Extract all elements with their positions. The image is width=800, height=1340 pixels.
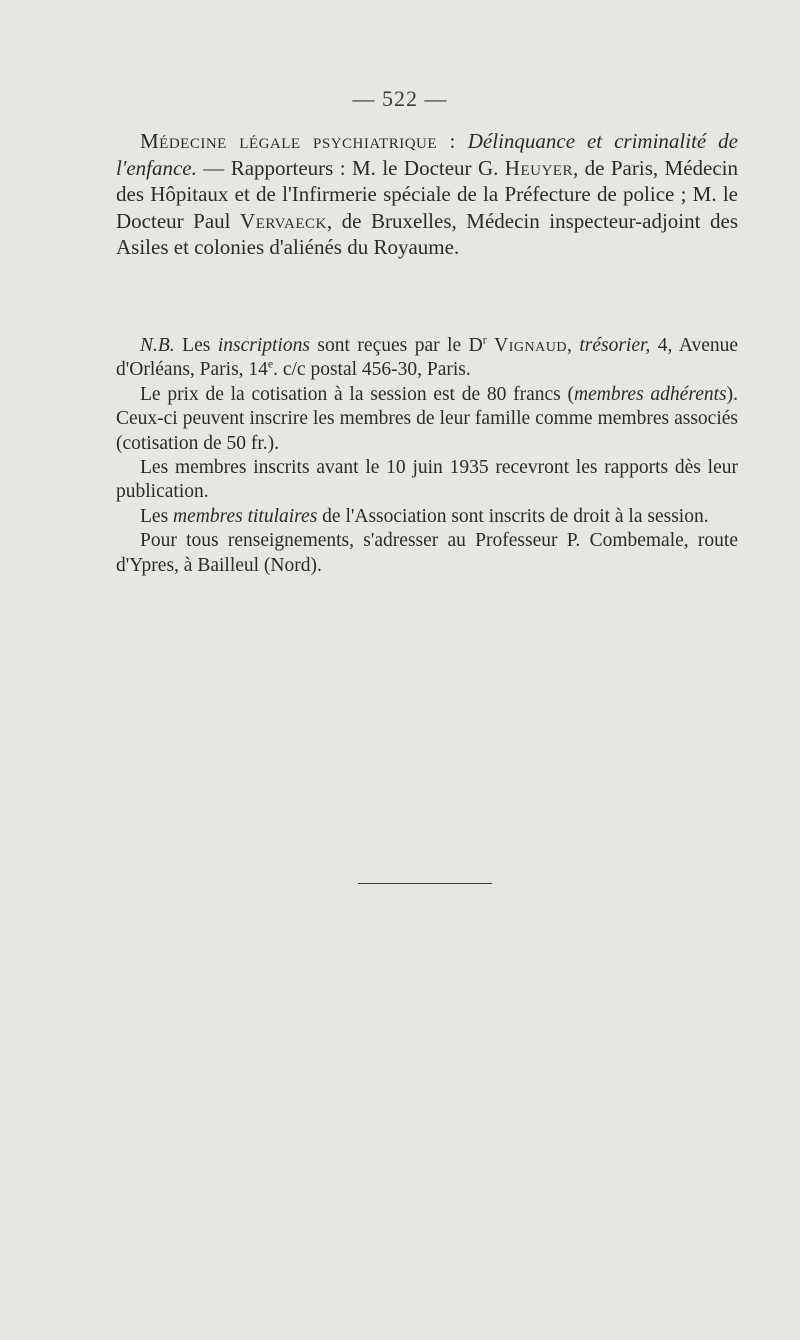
titulaires-text: Les — [140, 505, 174, 527]
inscriptions-word: inscriptions — [217, 335, 310, 356]
nb-text: 4, Avenue d'Orléans, Paris, 14 — [116, 335, 739, 381]
section-heading: Médecine légale psychiatrique : — [140, 129, 456, 153]
nb-text: . c/c postal 456-30, Paris. — [273, 359, 471, 381]
section-medecine-legale — [116, 128, 738, 261]
name-vervaeck: Vervaeck — [240, 208, 327, 233]
inscrits-paragraph: Les membres inscrits avant le 10 juin 1935 recevront les rapports dès leur publication. — [116, 457, 738, 503]
superscript-e: e — [267, 357, 274, 371]
membres-titulaires: membres titulaires — [173, 505, 318, 527]
titulaires-text: de l'Association sont inscrits de droit à la session. — [317, 505, 709, 527]
nb-text: , — [566, 335, 580, 356]
superscript-r: r — [482, 333, 487, 347]
vervaeck-description: , de Bruxelles, Médecin inspecteur-adjoint des Asiles et colonies d'aliénés du Royaume. — [116, 208, 738, 260]
cotisation-text: Le prix de la cotisation à la session est de 80 francs ( — [140, 383, 574, 405]
rapporteurs-text: — Rapporteurs : M. le Docteur G. — [196, 155, 505, 180]
divider-rule — [358, 883, 492, 884]
cotisation-paragraph — [116, 383, 738, 456]
nb-text: sont reçues par le D — [309, 335, 483, 356]
tresorier-word: trésorier, — [579, 335, 651, 356]
heuyer-description: , de Paris, Médecin des Hôpitaux et de l'Infirmerie spéciale de la Préfecture de police ; M. le Docteur Paul — [116, 155, 738, 233]
nb-text: Les — [174, 335, 218, 356]
name-vignaud: Vignaud — [494, 335, 567, 356]
section-paragraph — [116, 128, 738, 261]
nb-paragraph — [116, 334, 738, 383]
nb-label: N.B. — [140, 335, 175, 356]
renseignements-paragraph: Pour tous renseignements, s'adresser au Professeur P. Combemale, route d'Ypres, à Bailleul (Nord). — [116, 530, 738, 576]
cotisation-text: ). Ceux-ci peuvent inscrire les membres de leur famille comme membres associés (cotisation de 50 fr.). — [116, 383, 738, 454]
membres-adherents: membres adhérents — [574, 383, 727, 405]
section-title: Délinquance et criminalité de l'enfance. — [116, 129, 738, 180]
notes-section — [116, 334, 738, 578]
name-heuyer: Heuyer — [504, 155, 573, 180]
page-number: — 522 — — [352, 86, 448, 111]
titulaires-paragraph — [116, 505, 738, 529]
